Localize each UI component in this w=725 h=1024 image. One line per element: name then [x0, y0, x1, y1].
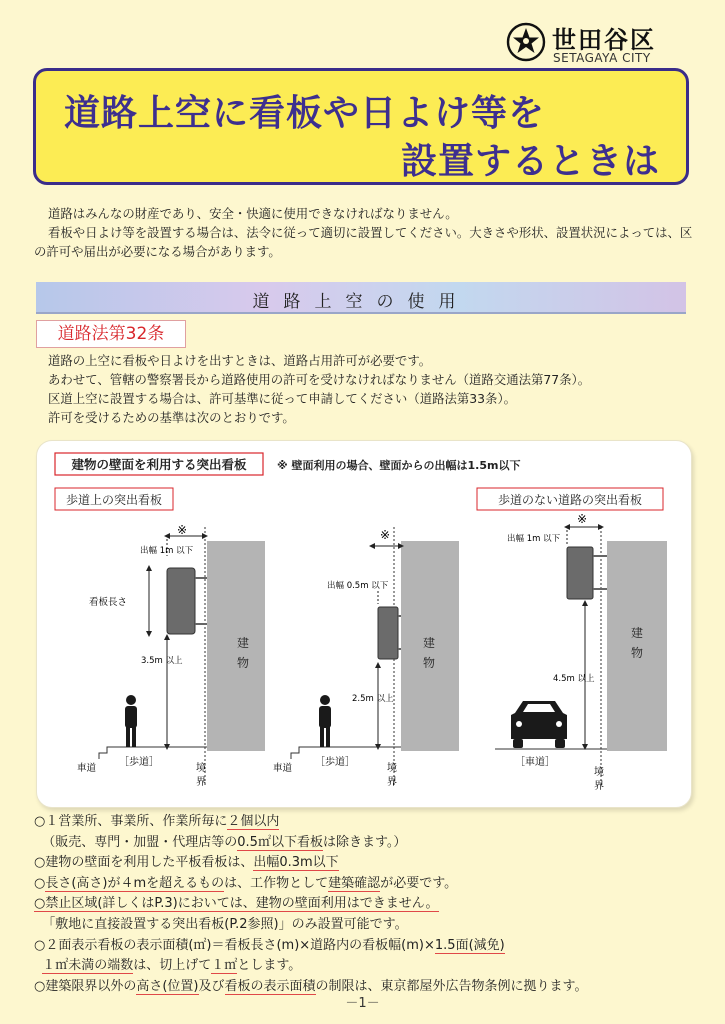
panel2-mark: ※ — [380, 528, 391, 542]
signboard-2 — [378, 607, 398, 659]
law-line-4: 許可を受けるための基準は次のとおりです。 — [48, 410, 295, 425]
panel1-boundary-a: 境 — [196, 763, 206, 774]
panel2-boundary-a: 境 — [387, 763, 397, 774]
note-3-emphasis: 長さ(高さ)が４mを超えるもの — [45, 875, 225, 891]
note-3: ○長さ(高さ)が４mを超えるものは、工作物として建築確認が必要です。 — [34, 875, 458, 891]
law-line-3: 区道上空に設置する場合は、許可基準に従って申請してください（道路法第33条）。 — [48, 391, 517, 406]
note-2-emphasis: 出幅0.3m以下 — [253, 855, 339, 871]
signboard-diagram — [36, 440, 692, 808]
building-3-label-b: 物 — [631, 646, 644, 660]
building-1 — [207, 541, 265, 751]
signboard-1 — [167, 568, 195, 634]
car-icon — [511, 701, 567, 748]
panel2-width-label: 出幅 0.5m 以下 — [327, 581, 389, 591]
title-line-2: 設置するときは — [400, 141, 660, 182]
panel2-roadway: 車道 — [273, 763, 293, 774]
title-box — [33, 68, 689, 185]
setagaya-emblem-icon — [506, 22, 546, 62]
diagram-heading-note: ※ 壁面利用の場合、壁面からの出幅は1.5m以下 — [277, 459, 521, 472]
note-2: ○建物の壁面を利用した平板看板は、出幅0.3m以下 — [34, 855, 339, 871]
person-1 — [125, 695, 137, 747]
panel3-width-label: 出幅 1m 以下 — [507, 534, 561, 544]
law-line-2: あわせて、管轄の警察署長から道路使用の許可を受けなければなりません（道路交通法第77条）。 — [48, 372, 591, 387]
signboard-3 — [567, 547, 593, 599]
note-5: ○２面表示看板の表示面積(㎡)＝看板長さ(m)×道路内の看板幅(m)×1.5面(減免) — [34, 937, 505, 953]
note-6: ○建築限界以外の高さ(位置)及び看板の表示面積の制限は、東京都屋外広告物条例に拠ります。 — [34, 978, 588, 994]
section-banner-label: 道路上空の使用 — [252, 292, 470, 312]
panel1-mark: ※ — [177, 523, 188, 537]
intro-text — [34, 204, 694, 261]
intro-line-1: 道路はみんなの財産であり、安全・快適に使用できなければなりません。 — [48, 206, 458, 221]
note-1-sub-emphasis: 0.5㎡以下看板 — [237, 834, 323, 850]
sidewalk-tag: 歩道上の突出看板 — [65, 493, 163, 507]
note-1-emphasis: ２個以内 — [227, 814, 280, 829]
law-line-1: 道路の上空に看板や日よけを出すときは、道路占用許可が必要です。 — [48, 353, 432, 368]
note-6-emphasis: 高さ(位置) — [136, 978, 199, 994]
panel3-roadway: ［車道］ — [515, 757, 555, 768]
note-5-sub: １㎡未満の端数は、切上げて１㎡とします。 — [42, 958, 302, 974]
building-3-label-a: 建 — [631, 626, 644, 640]
no-sidewalk-tag: 歩道のない道路の突出看板 — [497, 493, 643, 507]
panel3-boundary-a: 境 — [594, 767, 604, 778]
panel2-boundary-b: 界 — [387, 777, 397, 788]
section-banner — [36, 282, 686, 312]
law-text — [34, 351, 694, 427]
note-1-sub: （販売、専門・加盟・代理店等の0.5㎡以下看板は除きます。） — [42, 834, 407, 850]
panel1-height-label: 3.5m 以上 — [141, 656, 183, 666]
building-1-label-b: 物 — [237, 656, 250, 670]
panel3-height-label: 4.5m 以上 — [553, 674, 595, 684]
logo-english: SETAGAYA CITY — [553, 51, 651, 65]
intro-line-2: 看板や日よけ等を設置する場合は、法令に従って適切に設置してください。大きさや形状、設置状況によっては、区の許可や届出が必要になる場合があります。 — [34, 225, 693, 259]
building-2-label-a: 建 — [423, 636, 436, 650]
note-4-emphasis: ○禁止区域(詳しくはP.3)においては、建物の壁面利用はできません。 — [34, 896, 439, 912]
panel1-length-label: 看板長さ — [89, 597, 128, 608]
note-1: ○１営業所、事業所、作業所毎に２個以内 — [34, 814, 280, 829]
diagram-svg — [37, 441, 691, 807]
page-number: －1－ — [345, 996, 380, 1011]
building-2-label-b: 物 — [423, 656, 436, 670]
note-5-emphasis: 1.5面(減免) — [434, 937, 505, 953]
panel1-sidewalk: ［歩道］ — [119, 757, 159, 768]
person-2 — [319, 695, 331, 747]
note-4 — [34, 894, 704, 915]
note-6-emphasis-2: 看板の表示面積 — [224, 978, 316, 994]
note-5-sub-emphasis: １㎡未満の端数 — [42, 958, 134, 974]
diagram-heading: 建物の壁面を利用する突出看板 — [71, 457, 247, 472]
building-1-label-a: 建 — [237, 636, 250, 650]
panel1-width-label: 出幅 1m 以下 — [140, 546, 194, 556]
title-line-1: 道路上空に看板や日よけ等を — [64, 93, 546, 134]
logo — [506, 18, 706, 68]
panel3-boundary-b: 界 — [594, 781, 604, 792]
note-4-sub: 「敷地に直接設置する突出看板(P.2参照)」のみ設置可能です。 — [42, 916, 408, 932]
panel2-height-label: 2.5m 以上 — [352, 694, 394, 704]
logo-name: 世田谷区 — [552, 26, 656, 54]
panel2-sidewalk: ［歩道］ — [315, 757, 355, 768]
panel3-mark: ※ — [577, 512, 588, 526]
notes-list — [34, 812, 704, 997]
panel1-roadway: 車道 — [77, 763, 97, 774]
law-tag: 道路法第32条 — [36, 320, 186, 348]
panel1-boundary-b: 界 — [196, 777, 206, 788]
note-3-emphasis-2: 建築確認 — [328, 875, 381, 891]
note-5-sub-emphasis-2: １㎡ — [211, 958, 238, 974]
